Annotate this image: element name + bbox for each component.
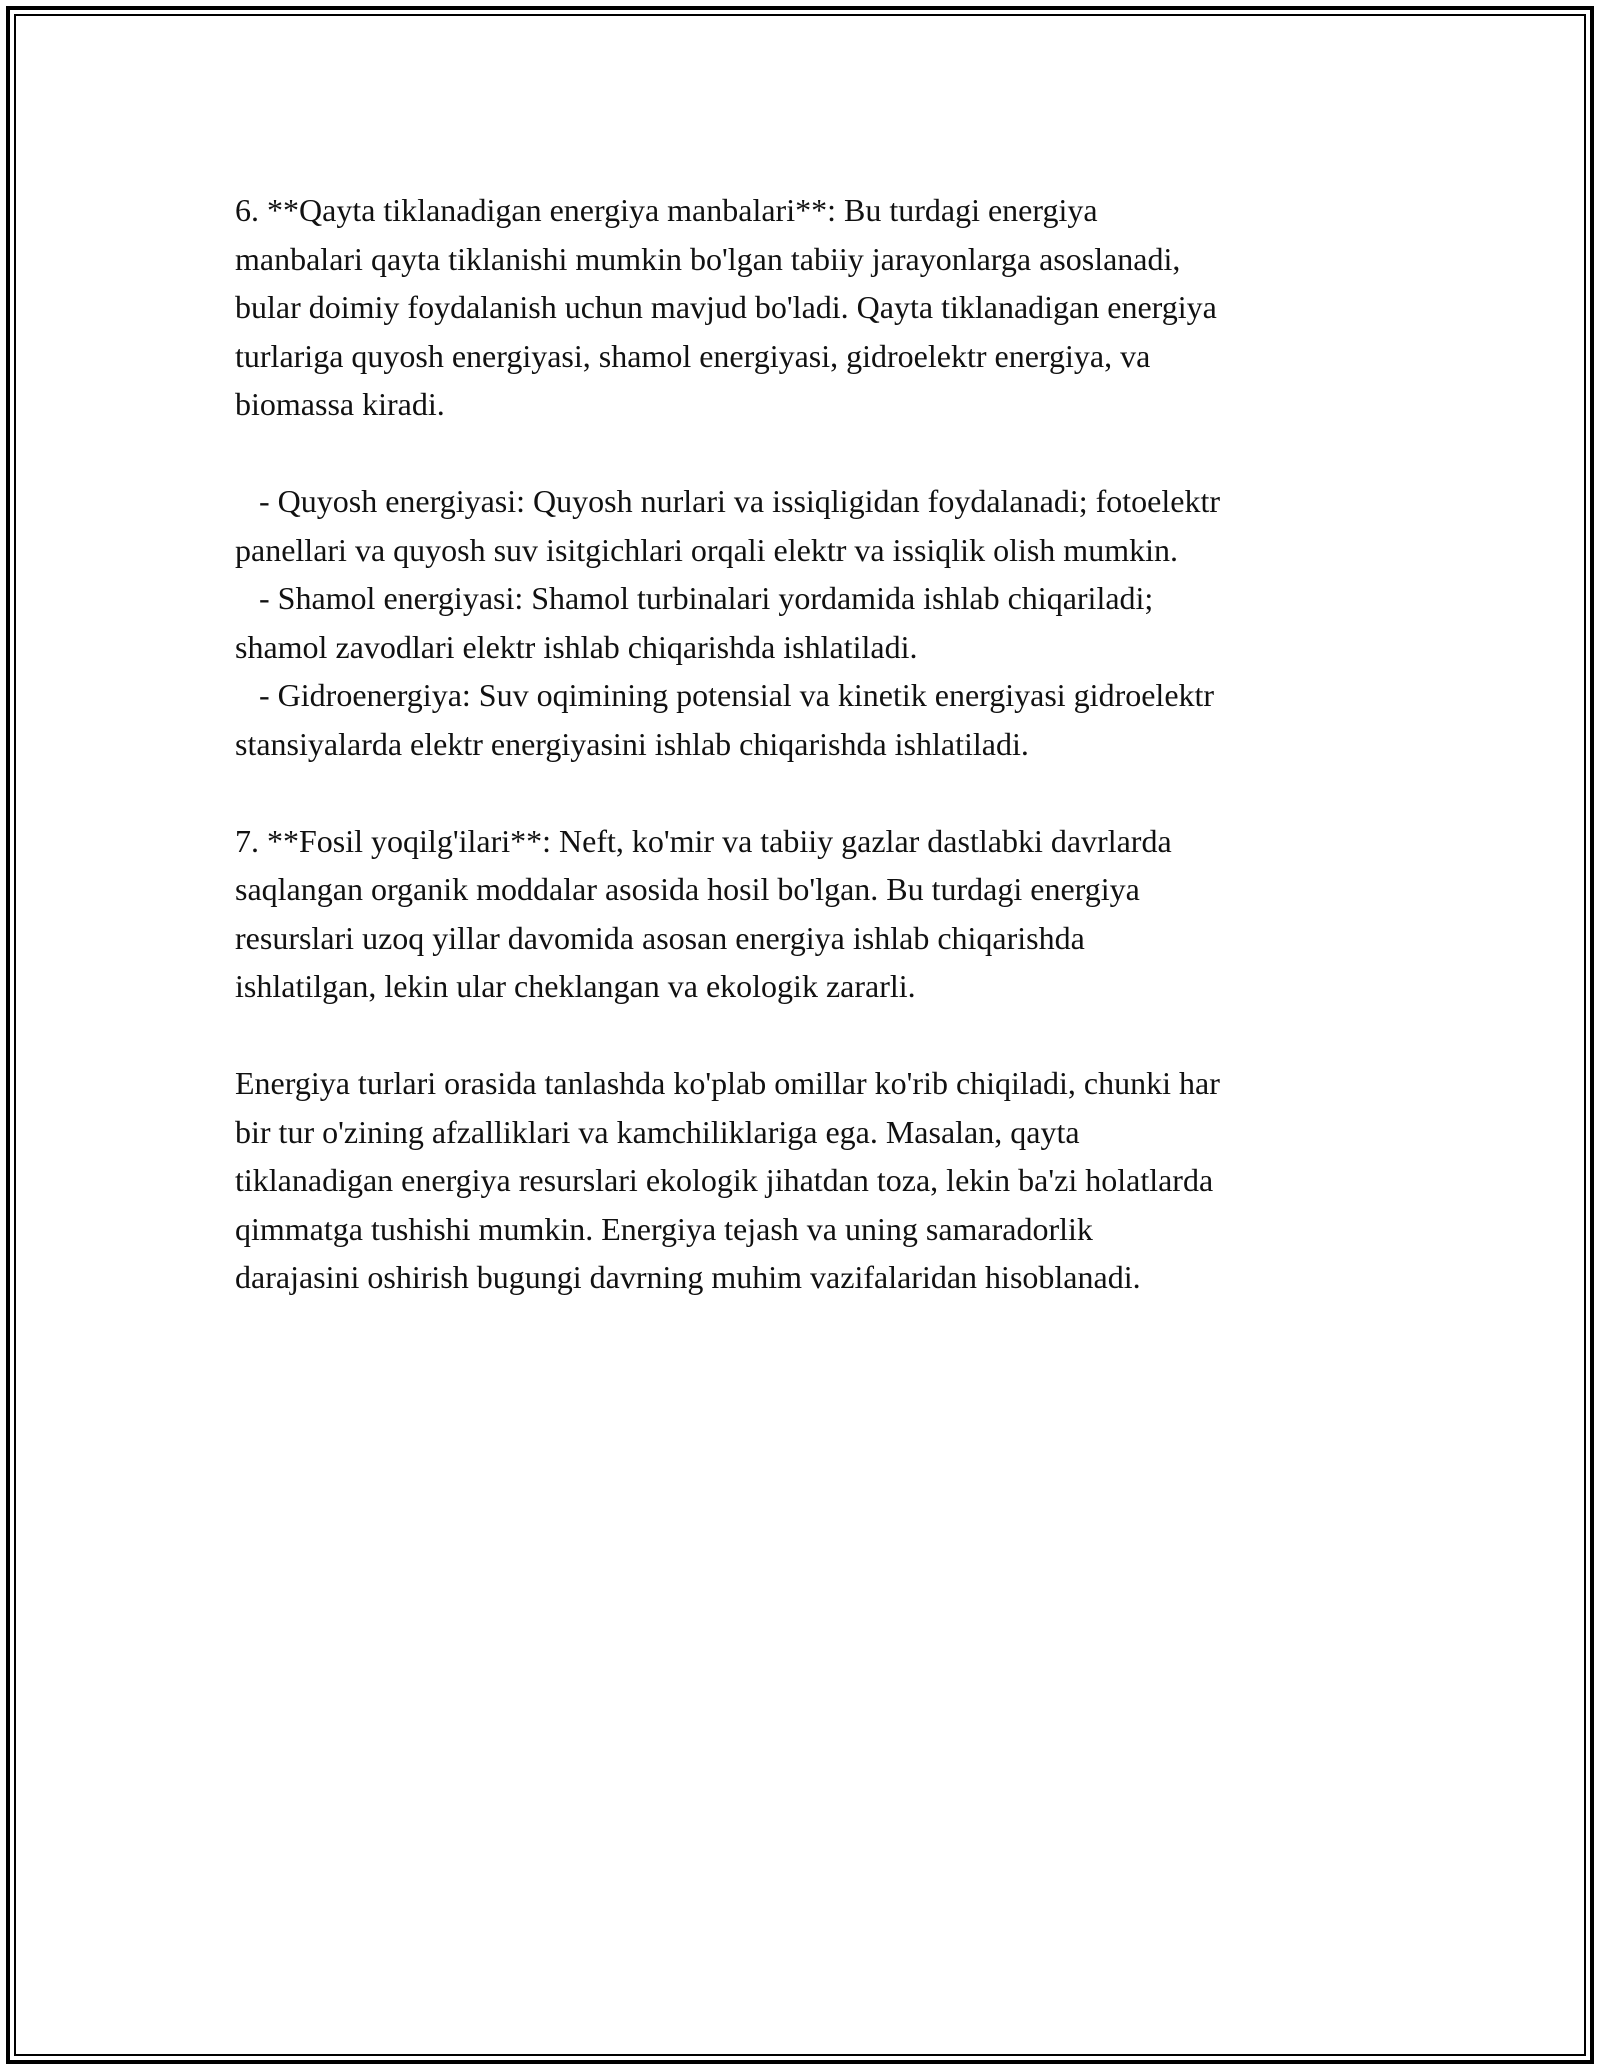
paragraph-gap [235, 429, 1385, 478]
text-line: bular doimiy foydalanish uchun mavjud bo'ladi. Qayta tiklanadigan energiya [235, 289, 1217, 325]
text-line: 7. **Fosil yoqilg'ilari**: Neft, ko'mir va tabiiy gazlar dastlabki davrlarda [235, 822, 1172, 859]
paragraph-renewable-energy [235, 186, 1385, 429]
paragraph-fossil-fuels [235, 817, 1385, 1011]
paragraph-conclusion [235, 1059, 1385, 1302]
list-item-line: stansiyalarda elektr energiyasini ishlab chiqarishda ishlatiladi. [235, 725, 1029, 762]
text-line: darajasini oshirish bugungi davrning muhim vazifalaridan hisoblanadi. [235, 1259, 1141, 1295]
text-line: bir tur o'zining afzalliklari va kamchiliklariga ega. Masalan, qayta [235, 1113, 1080, 1150]
paragraph-gap [235, 1011, 1385, 1060]
text-line: biomassa kiradi. [235, 386, 445, 422]
text-line: saqlangan organik moddalar asosida hosil bo'lgan. Bu turdagi energiya [235, 871, 1140, 907]
text-line: resurslari uzoq yillar davomida asosan energiya ishlab chiqarishda [235, 919, 1085, 956]
list-item-line: - Shamol energiyasi: Shamol turbinalari yordamida ishlab chiqariladi; [235, 580, 1154, 616]
renewable-energy-list [235, 477, 1385, 768]
document-body [235, 186, 1385, 1302]
list-item-line: - Gidroenergiya: Suv oqimining potensial va kinetik energiyasi gidroelektr [235, 677, 1215, 713]
text-line: 6. **Qayta tiklanadigan energiya manbalari**: Bu turdagi energiya [235, 192, 1098, 228]
list-item-line: - Quyosh energiyasi: Quyosh nurlari va issiqligidan foydalanadi; fotoelektr [235, 483, 1220, 519]
list-item-line: panellari va quyosh suv isitgichlari orqali elektr va issiqlik olish mumkin. [235, 531, 1178, 568]
text-line: turlariga quyosh energiyasi, shamol energiyasi, gidroelektr energiya, va [235, 337, 1151, 374]
text-line: ishlatilgan, lekin ular cheklangan va ekologik zararli. [235, 968, 916, 1004]
text-line: tiklanadigan energiya resurslari ekologik jihatdan toza, lekin ba'zi holatlarda [235, 1162, 1214, 1198]
text-line: Energiya turlari orasida tanlashda ko'plab omillar ko'rib chiqiladi, chunki har [235, 1065, 1220, 1101]
text-line: qimmatga tushishi mumkin. Energiya tejash va uning samaradorlik [235, 1210, 1093, 1247]
list-item-line: shamol zavodlari elektr ishlab chiqarishda ishlatiladi. [235, 628, 918, 665]
paragraph-gap [235, 768, 1385, 817]
text-line: manbalari qayta tiklanishi mumkin bo'lgan tabiiy jarayonlarga asoslanadi, [235, 240, 1181, 277]
